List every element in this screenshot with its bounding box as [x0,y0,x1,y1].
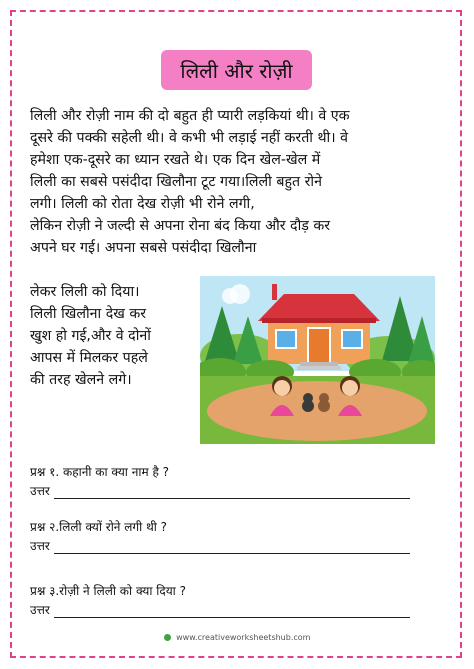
answer-label: उत्तर [30,603,50,617]
story-line: हमेशा एक-दूसरे का ध्यान रखते थे। एक दिन खेल-खेल में [30,152,321,168]
story-line: लेकिन रोज़ी ने जल्दी से अपना रोना बंद किया और दौड़ कर [30,218,331,234]
footer-url: www.creativeworksheetshub.com [176,633,311,642]
story-line: दूसरे की पक्की सहेली थी। वे कभी भी लड़ाई नहीं करती थी। वे [30,130,348,146]
question-block-1 [30,463,440,499]
answer-line [54,486,410,499]
answer-label: उत्तर [30,484,50,498]
question-text: प्रश्न १. कहानी का क्या नाम है ? [30,465,170,479]
question-text: प्रश्न २.लिली क्यों रोने लगी थी ? [30,520,168,534]
answer-row [30,600,440,618]
answer-label: उत्तर [30,539,50,553]
question-block-3 [30,582,440,618]
question-block-2 [30,518,440,554]
site-logo-icon [164,634,171,641]
story-line: आपस में मिलकर पहले [30,350,148,366]
answer-row [30,481,440,499]
footer [0,633,474,642]
story-line: लिली और रोज़ी नाम की दो बहुत ही प्यारी लड़कियां थी। वे एक [30,108,350,124]
question-text: प्रश्न ३.रोज़ी ने लिली को क्या दिया ? [30,584,186,598]
answer-row [30,536,440,554]
answer-line [54,605,410,618]
story-line: की तरह खेलने लगे। [30,372,132,388]
story-title-box [161,50,312,90]
house-girls-illustration [200,276,435,444]
story-line: लिली खिलौना देख कर [30,306,147,322]
story-title: लिली और रोज़ी [180,58,293,83]
story-side-text [30,281,205,391]
story-paragraph [30,105,450,259]
story-line: लेकर लिली को दिया। [30,284,140,300]
story-line: अपने घर गई। अपना सबसे पसंदीदा खिलौना [30,240,257,256]
answer-line [54,541,410,554]
story-line: खुश हो गई,और वे दोनों [30,328,151,344]
story-line: लगी। लिली को रोता देख रोज़ी भी रोने लगी, [30,196,255,212]
story-line: लिली का सबसे पसंदीदा खिलौना टूट गया।लिली बहुत रोने [30,174,322,190]
